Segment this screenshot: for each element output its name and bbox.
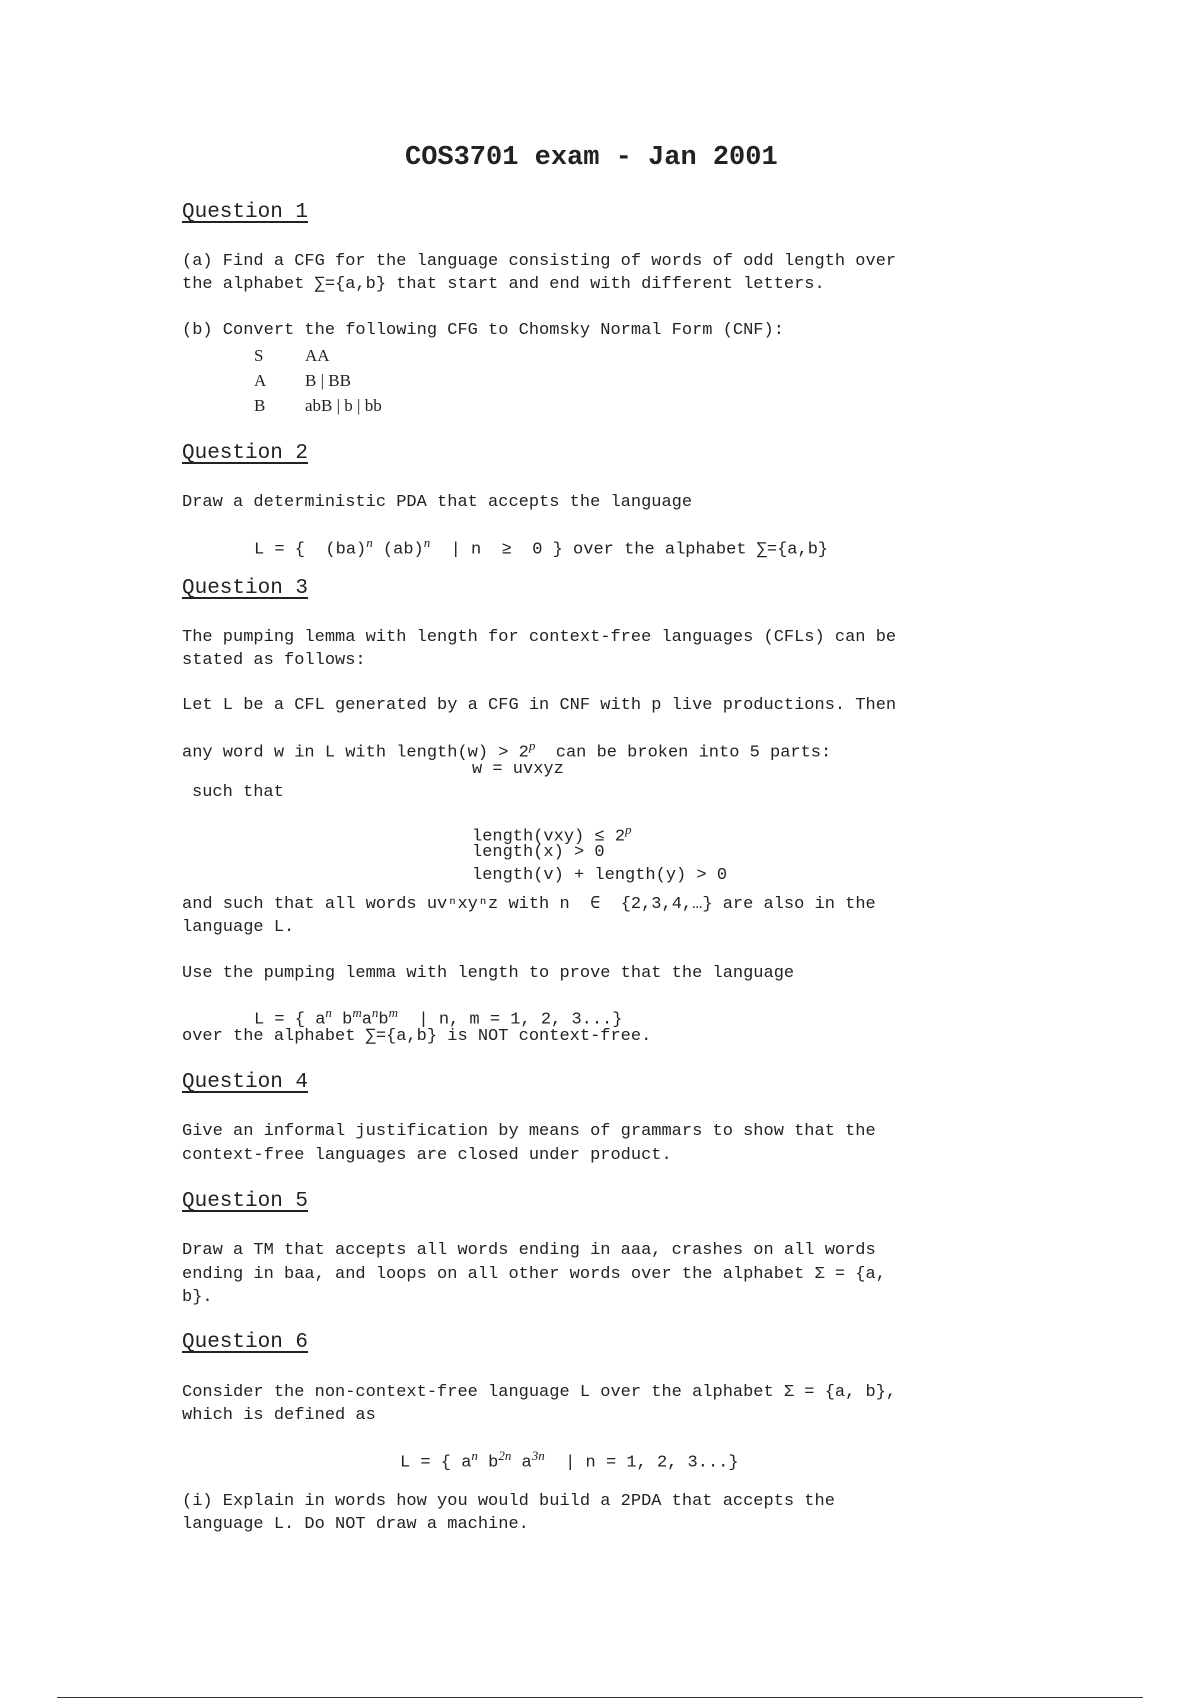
q1-part-a-line-2: the alphabet ∑={a,b} that start and end with different letters. bbox=[182, 275, 825, 294]
question-6-heading: Question 6 bbox=[182, 1331, 309, 1354]
q6-paragraph-1: Consider the non-context-free language L over the alphabet Σ = {a, b}, bbox=[182, 1383, 897, 1402]
q3-paragraph-2: stated as follows: bbox=[182, 651, 366, 670]
q2-line-1: Draw a deterministic PDA that accepts the language bbox=[182, 493, 693, 512]
grammar-lhs: B bbox=[254, 396, 266, 415]
q1-part-a-line-1: (a) Find a CFG for the language consisting of words of odd length over bbox=[182, 252, 897, 271]
grammar-rhs: abB | b | bb bbox=[305, 396, 382, 415]
q3-paragraph-1: The pumping lemma with length for context-free languages (CFLs) can be bbox=[182, 628, 897, 647]
q3-paragraph-7: Use the pumping lemma with length to prove that the language bbox=[182, 964, 795, 983]
question-2-heading: Question 2 bbox=[182, 442, 309, 465]
q6-language-definition: L = { $a^n$ $b^{2n}$ $a^{3n}$ | n = 1, 2, 3...} bbox=[400, 1448, 739, 1473]
grammar-rhs: AA bbox=[305, 346, 330, 365]
q3-w-equation: w = uvxyz bbox=[472, 760, 564, 779]
q1-part-b-line-1: (b) Convert the following CFG to Chomsky Normal Form (CNF): bbox=[182, 321, 784, 340]
q3-paragraph-3: Let L be a CFL generated by a CFG in CNF with p live productions. Then bbox=[182, 696, 897, 715]
question-4-heading: Question 4 bbox=[182, 1071, 309, 1094]
q4-paragraph-2: context-free languages are closed under product. bbox=[182, 1146, 672, 1165]
q5-paragraph-3: b}. bbox=[182, 1288, 213, 1307]
grammar-lhs: S bbox=[254, 346, 264, 365]
q3-such-that: such that bbox=[192, 783, 284, 802]
q3-paragraph-6: language L. bbox=[182, 918, 295, 937]
question-1-heading: Question 1 bbox=[182, 201, 309, 224]
grammar-rhs: B | BB bbox=[305, 371, 351, 390]
question-5-heading: Question 5 bbox=[182, 1190, 309, 1213]
q3-paragraph-8: over the alphabet ∑={a,b} is NOT context-free. bbox=[182, 1027, 652, 1046]
q6-paragraph-2: which is defined as bbox=[182, 1406, 376, 1425]
footer-rule bbox=[57, 1697, 1143, 1698]
q3-condition-3: length(v) + length(y) > 0 bbox=[472, 866, 728, 885]
page-title: COS3701 exam - Jan 2001 bbox=[405, 143, 778, 173]
q3-paragraph-5: and such that all words uvⁿxyⁿz with n ∈ {2,3,4,…} are also in the bbox=[182, 895, 876, 914]
q4-paragraph-1: Give an informal justification by means of grammars to show that the bbox=[182, 1122, 876, 1141]
q6-paragraph-3: (i) Explain in words how you would build a 2PDA that accepts the bbox=[182, 1492, 835, 1511]
q2-language-definition: L = { (ba)$^n$ (ab)$^n$ | n ≥ 0 } over the alphabet ∑={a,b} bbox=[254, 535, 829, 560]
question-3-heading: Question 3 bbox=[182, 577, 309, 600]
q3-paragraph-4: any word w in L with length(w) > $2^p$ can be broken into 5 parts: bbox=[182, 738, 832, 763]
q3-condition-2: length(x) > 0 bbox=[472, 843, 605, 862]
q5-paragraph-2: ending in baa, and loops on all other words over the alphabet Σ = {a, bbox=[182, 1265, 886, 1284]
grammar-lhs: A bbox=[254, 371, 267, 390]
q3-language-definition: L = { $a^n$ $b^ma^nb^m$ | n, m = 1, 2, 3...} bbox=[254, 1005, 623, 1030]
q6-paragraph-4: language L. Do NOT draw a machine. bbox=[182, 1515, 529, 1534]
q5-paragraph-1: Draw a TM that accepts all words ending in aaa, crashes on all words bbox=[182, 1241, 876, 1260]
q3-condition-1: length(vxy) ≤ $2^p$ bbox=[472, 822, 632, 847]
